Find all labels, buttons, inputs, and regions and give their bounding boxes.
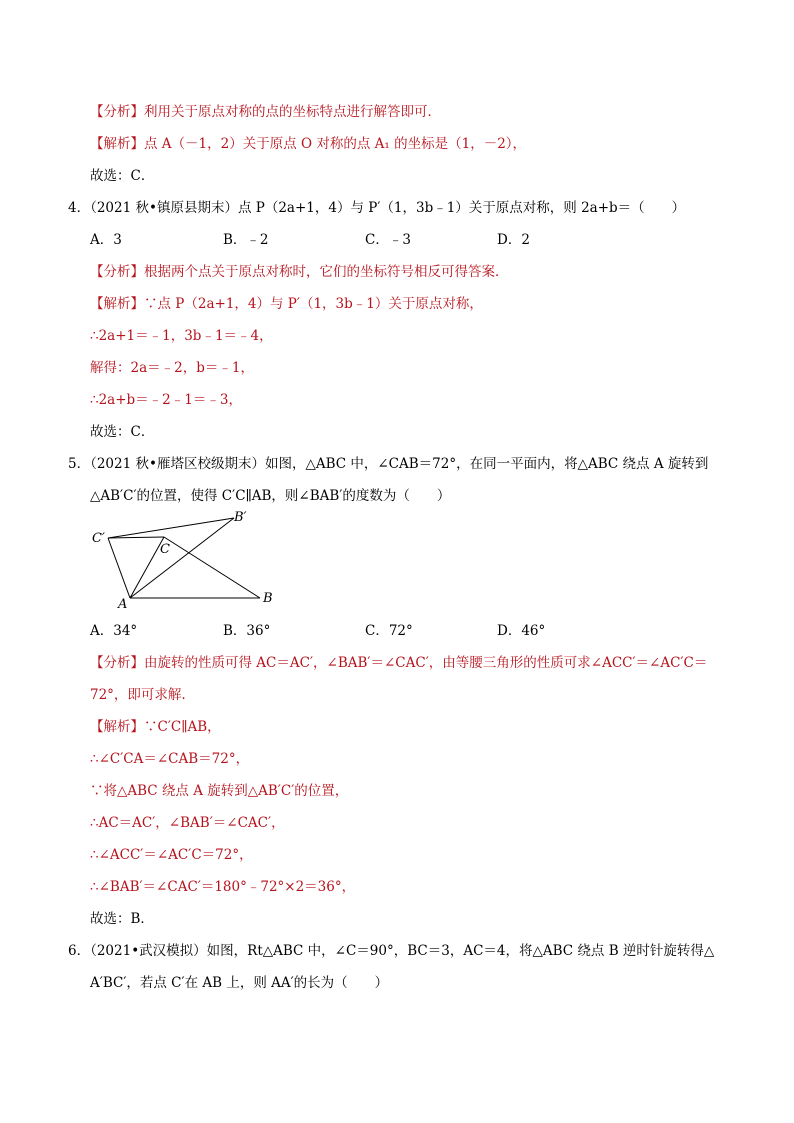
q5-analysis-line2: 72°，即可求解. <box>90 687 186 703</box>
q5-solution-line: ∴∠BAB′＝∠CAC′＝180°﹣72°×2＝36°， <box>90 879 356 895</box>
q5-solution-line: ∵将△ABC 绕点 A 旋转到△AB′C′的位置， <box>90 783 349 799</box>
q5-option-b: B．36° <box>223 623 271 639</box>
q4-solution-line: 【解析】∵点 P（2a+1，4）与 P′（1，3b﹣1）关于原点对称， <box>90 296 483 312</box>
q5-option-a: A．34° <box>90 623 138 639</box>
label-b: B <box>263 591 273 606</box>
label-c-prime: C′ <box>92 531 105 546</box>
q6-stem-line1: 6．（2021•武汉模拟）如图，Rt△ABC 中，∠C＝90°，BC＝3，AC＝4，将△ABC 绕点 B 逆时针旋转得△ <box>68 943 715 959</box>
q5-option-c: C．72° <box>365 623 413 639</box>
q5-analysis-line1: 【分析】由旋转的性质可得 AC＝AC′，∠BAB′＝∠CAC′，由等腰三角形的性质可求∠ACC′＝∠AC′C＝ <box>90 655 708 671</box>
q5-solution-line: ∴AC＝AC′，∠BAB′＝∠CAC′， <box>90 815 285 831</box>
q6-stem-line2: A′BC′，若点 C′在 AB 上，则 AA′的长为（ ） <box>90 975 389 991</box>
q5-solution-line: ∴∠ACC′＝∠AC′C＝72°， <box>90 847 253 863</box>
q3-answer: 故选：C． <box>90 168 155 184</box>
q5-stem-line2: △AB′C′的位置，使得 C′C∥AB，则∠BAB′的度数为（ ） <box>90 488 451 504</box>
q4-analysis: 【分析】根据两个点关于原点对称时，它们的坐标符号相反可得答案． <box>90 264 509 280</box>
q4-option-b: B．﹣2 <box>223 232 269 248</box>
q3-analysis: 【分析】利用关于原点对称的点的坐标特点进行解答即可． <box>90 104 441 120</box>
q4-option-a: A．3 <box>90 232 122 248</box>
label-c: C <box>160 542 170 557</box>
label-a: A <box>118 597 128 611</box>
q5-stem-line1: 5．（2021 秋•雁塔区校级期末）如图，△ABC 中，∠CAB＝72°，在同一平面内，将△ABC 绕点 A 旋转到 <box>68 456 709 472</box>
q4-answer: 故选：C． <box>90 424 155 440</box>
q4-solution-line: ∴2a+1＝﹣1，3b﹣1＝﹣4， <box>90 328 273 344</box>
q3-solution: 【解析】点 A（－1，2）关于原点 O 对称的点 A₁ 的坐标是（1，－2）， <box>90 136 527 152</box>
q4-solution-line: ∴2a+b＝﹣2﹣1＝﹣3， <box>90 392 242 408</box>
q5-option-d: D．46° <box>497 623 546 639</box>
q4-solution-line: 解得：2a＝﹣2，b＝﹣1， <box>90 360 254 376</box>
q4-stem: 4．（2021 秋•镇原县期末）点 P（2a+1，4）与 P′（1，3b﹣1）关于原点对称，则 2a+b＝（ ） <box>68 200 686 216</box>
q4-option-d: D．2 <box>497 232 530 248</box>
q4-option-c: C．﹣3 <box>365 232 411 248</box>
label-b-prime: B′ <box>234 510 247 525</box>
q5-solution-line: ∴∠C′CA＝∠CAB＝72°， <box>90 751 250 767</box>
q5-geometry-figure <box>88 506 288 611</box>
q5-solution-line: 【解析】∵C′C∥AB， <box>90 719 221 735</box>
q5-answer: 故选：B． <box>90 911 154 927</box>
